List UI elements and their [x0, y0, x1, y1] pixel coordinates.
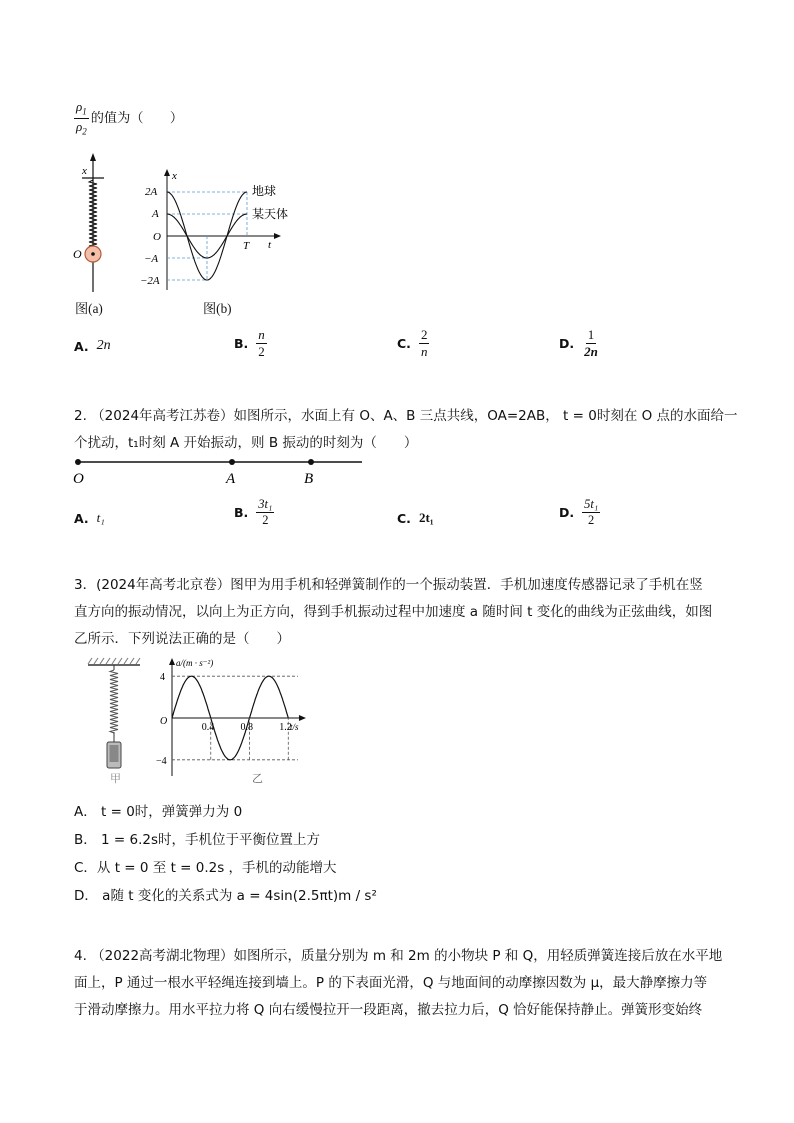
q3-figure-jia [86, 656, 146, 786]
q3-stem-line2: 直方向的振动情况，以向上为正方向，得到手机振动过程中加速度 a 随时间 t 变化的曲线为正弦曲线，如图 [74, 604, 713, 620]
q1-question-tail: 的值为（ ） [90, 110, 184, 126]
tick-2A: 2A [145, 186, 158, 198]
fig-b-caption: 图(b) [203, 301, 232, 316]
spring-icon [110, 670, 118, 733]
fig-b-x-label: x [172, 170, 177, 182]
q3-option-b[interactable]: B． 1 = 6.2s时，手机位于平衡位置上方 [74, 832, 321, 848]
q1-option-c[interactable]: C. $\frac{2}{n}$ [397, 327, 428, 359]
q3-option-c[interactable]: C．从 t = 0 至 t = 0.2s ，手机的动能增大 [74, 860, 337, 876]
q2-stem-line1: 2. （2024年高考江苏卷）如图所示，水面上有 O、A、B 三点共线，OA=2AB， t = 0时刻在 O 点的水面给一 [74, 408, 738, 424]
q1-option-b[interactable]: B. $\frac{n}{2}$ [234, 327, 265, 359]
q2-option-c[interactable]: C. 2t₁ [397, 510, 434, 526]
tick-A: A [152, 208, 159, 220]
y-axis-arrow [169, 658, 175, 665]
fig-b-t-label: t [268, 239, 272, 251]
tick-T: T [243, 240, 250, 252]
q2-figure [70, 452, 370, 488]
x-tick-label-1: 0.8 [240, 722, 254, 733]
label-O: O [73, 471, 84, 487]
label-B: B [304, 471, 314, 487]
point-O [75, 459, 81, 465]
q3-option-a[interactable]: A． t = 0时，弹簧弹力为 0 [74, 804, 243, 820]
q3-caption-jia: 甲 [110, 772, 121, 785]
point-B [308, 459, 314, 465]
y-axis-label: a/(m · s⁻²) [176, 658, 214, 668]
fig-a-caption: 图(a) [75, 301, 103, 316]
fig-a-x-label: x [82, 165, 87, 177]
point-A [229, 459, 235, 465]
q1-figure-a [66, 150, 116, 320]
q2-stem-line2: 个扰动，t₁时刻 A 开始振动，则 B 振动的时刻为（ ） [74, 435, 418, 451]
x-axis-arrow [299, 715, 306, 721]
q1-question-stem [74, 100, 183, 137]
q4-stem-line3: 于滑动摩擦力。用水平拉力将 Q 向右缓慢拉开一段距离，撤去拉力后，Q 恰好能保持静止。弹簧形变始终 [74, 1002, 703, 1018]
q3-caption-yi: 乙 [252, 772, 263, 785]
q3-stem-line1: 3．(2024年高考北京卷）图甲为用手机和轻弹簧制作的一个振动装置．手机加速度传感器记录了手机在竖 [74, 577, 703, 593]
q1-option-a[interactable]: A. 2n [74, 338, 111, 354]
x-axis-label: t/s [289, 722, 299, 732]
q3-stem-line3: 乙所示．下列说法正确的是（ ） [74, 631, 290, 647]
q2-option-a[interactable]: A. t₁ [74, 510, 105, 526]
origin-label: O [160, 716, 168, 727]
q1-figure-b [140, 165, 300, 295]
x-tick-label-0: 0.4 [201, 722, 215, 733]
y-tick-label-bottom: −4 [156, 755, 167, 767]
tick-neg-2A: −2A [140, 275, 160, 287]
q4-stem-line1: 4. （2022高考湖北物理）如图所示，质量分别为 m 和 2m 的小物块 P 和 Q，用轻质弹簧连接后放在水平地 [74, 948, 723, 964]
y-tick-label-top: 4 [160, 672, 165, 684]
q2-option-b[interactable]: B. $\frac{\text{3t₁}}{2}$ [234, 497, 273, 528]
x-tick-label-2: 1.2 [279, 722, 292, 733]
tick-neg-A: −A [144, 253, 159, 265]
legend-other-body: 某天体 [252, 207, 289, 221]
q3-acceleration-chart [150, 656, 365, 784]
fig-a-origin: O [73, 247, 82, 261]
tick-O: O [153, 231, 161, 243]
label-A: A [226, 471, 236, 487]
density-ratio: $\frac{\rho_1}{\rho_2}$ [76, 99, 87, 137]
q2-option-d[interactable]: D. $\frac{\text{5t₁}}{2}$ [559, 497, 599, 528]
q4-stem-line2: 面上，P 通过一根水平轻绳连接到墙上。P 的下表面光滑，Q 与地面间的动摩擦因数为 μ，最大静摩擦力等 [74, 975, 708, 991]
legend-earth: 地球 [252, 184, 277, 198]
q3-option-d[interactable]: D． a随 t 变化的关系式为 a = 4sin(2.5πt)m / s² [74, 888, 377, 904]
q1-option-d[interactable]: D. $\frac{1}{2n}$ [559, 327, 598, 359]
